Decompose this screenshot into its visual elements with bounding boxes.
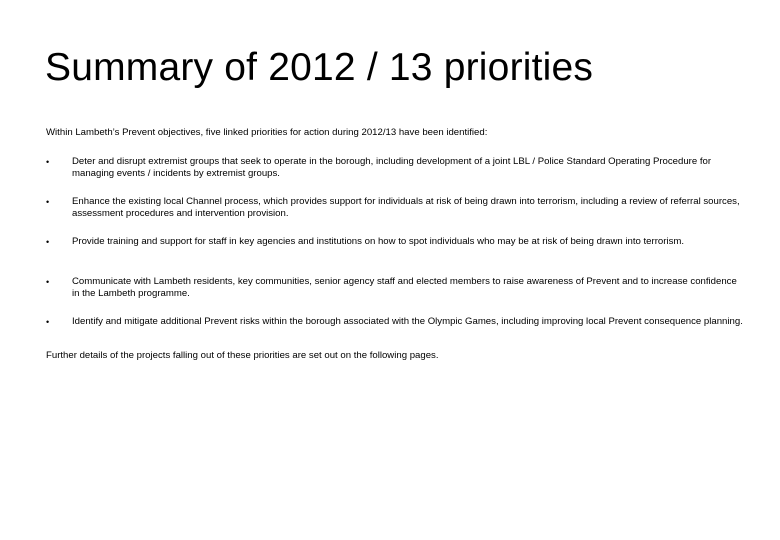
bullet-icon: • [46,317,50,327]
outro-text: Further details of the projects falling out of these priorities are set out on the following pages. [46,350,439,361]
priority-item-2 [46,196,746,220]
priority-text: Provide training and support for staff in key agencies and institutions on how to spot individuals who may be at risk of being drawn into terrorism. [72,236,685,247]
priority-item-4 [46,276,746,300]
priority-text: Deter and disrupt extremist groups that seek to operate in the borough, including development of a joint LBL / Police Standard Operating Procedure for managing events / incidents by extremist groups. [72,156,712,179]
priority-text: Enhance the existing local Channel process, which provides support for individuals at risk of being drawn into terrorism, including a review of referral sources, assessment procedures and intervention provision. [72,196,740,219]
bullet-icon: • [46,277,50,287]
bullet-icon: • [46,157,50,167]
intro-text: Within Lambeth’s Prevent objectives, five linked priorities for action during 2012/13 have been identified: [46,127,488,138]
bullet-icon: • [46,237,50,247]
priority-text: Identify and mitigate additional Prevent risks within the borough associated with the Olympic Games, including improving local Prevent consequence planning. [72,316,743,327]
priority-item-5 [46,316,746,340]
bullet-icon: • [46,197,50,207]
priorities-list [46,156,746,340]
priority-item-3 [46,236,746,260]
slide-title: Summary of 2012 / 13 priorities [45,46,594,89]
priority-text: Communicate with Lambeth residents, key communities, senior agency staff and elected members to raise awareness of Prevent and to increase confidence in the Lambeth programme. [72,276,737,299]
slide-body [46,127,746,362]
priority-item-1 [46,156,746,180]
